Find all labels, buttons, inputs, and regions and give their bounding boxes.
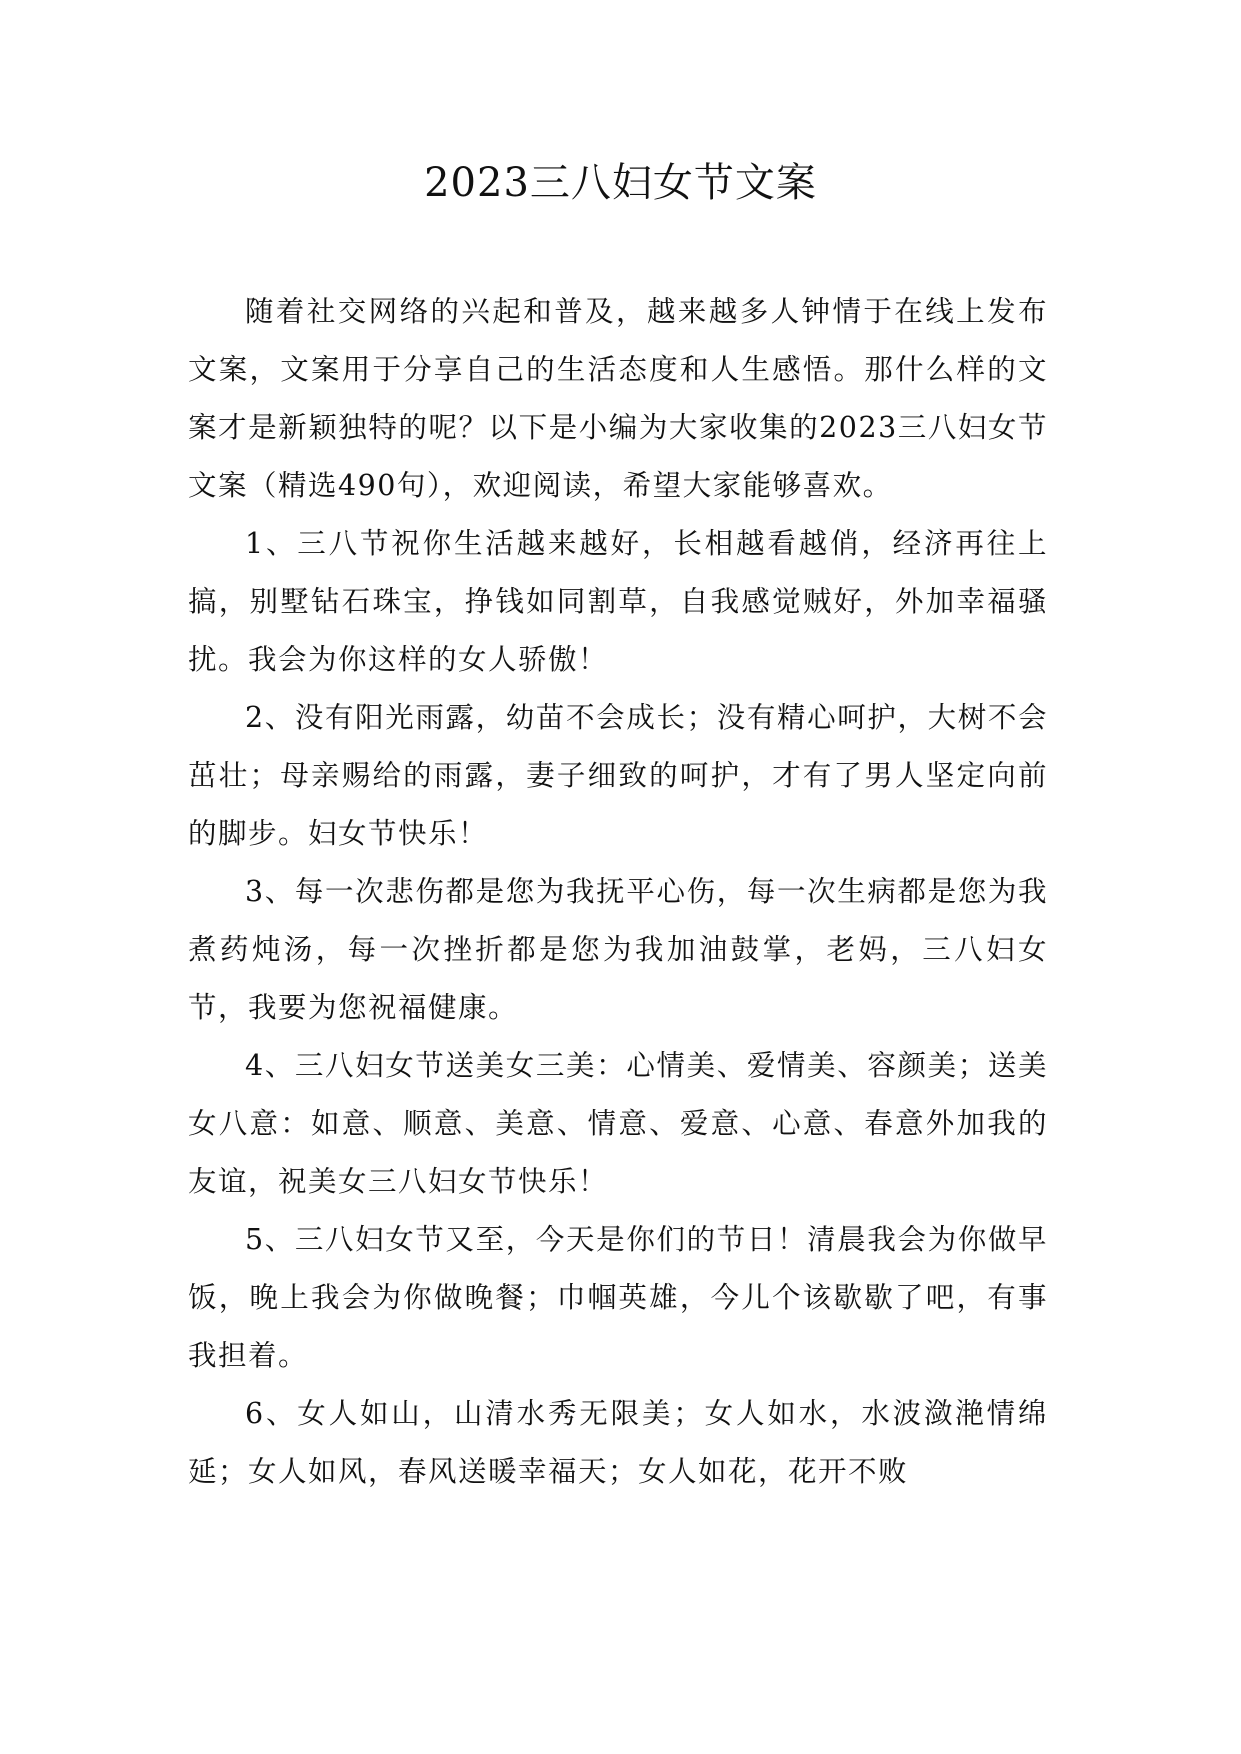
document-title: 2023三八妇女节文案 — [424, 160, 817, 206]
paragraph-item-4: 4、三八妇女节送美女三美：心情美、爱情美、容颜美；送美女八意：如意、顺意、美意、情意、爱意、心意、春意外加我的友谊，祝美女三八妇女节快乐！ — [188, 1049, 1048, 1198]
intro-paragraph: 随着社交网络的兴起和普及，越来越多人钟情于在线上发布文案，文案用于分享自己的生活态度和人生感悟。那什么样的文案才是新颖独特的呢？以下是小编为大家收集的2023三八妇女节文案（精选490句），欢迎阅读，希望大家能够喜欢。 — [188, 295, 1048, 502]
paragraph-item-5: 5、三八妇女节又至，今天是你们的节日！清晨我会为你做早饭，晚上我会为你做晚餐；巾帼英雄，今儿个该歇歇了吧，有事我担着。 — [188, 1223, 1048, 1372]
paragraph-item-3: 3、每一次悲伤都是您为我抚平心伤，每一次生病都是您为我煮药炖汤，每一次挫折都是您为我加油鼓掌，老妈，三八妇女节，我要为您祝福健康。 — [188, 875, 1048, 1024]
paragraph-item-2: 2、没有阳光雨露，幼苗不会成长；没有精心呵护，大树不会茁壮；母亲赐给的雨露，妻子细致的呵护，才有了男人坚定向前的脚步。妇女节快乐！ — [188, 701, 1048, 850]
paragraph-item-1: 1、三八节祝你生活越来越好，长相越看越俏，经济再往上搞，别墅钻石珠宝，挣钱如同割草，自我感觉贼好，外加幸福骚扰。我会为你这样的女人骄傲！ — [188, 527, 1048, 676]
paragraph-item-6: 6、女人如山，山清水秀无限美；女人如水，水波潋滟情绵延；女人如风，春风送暖幸福天；女人如花，花开不败 — [188, 1397, 1048, 1488]
document-body — [188, 283, 1048, 1501]
